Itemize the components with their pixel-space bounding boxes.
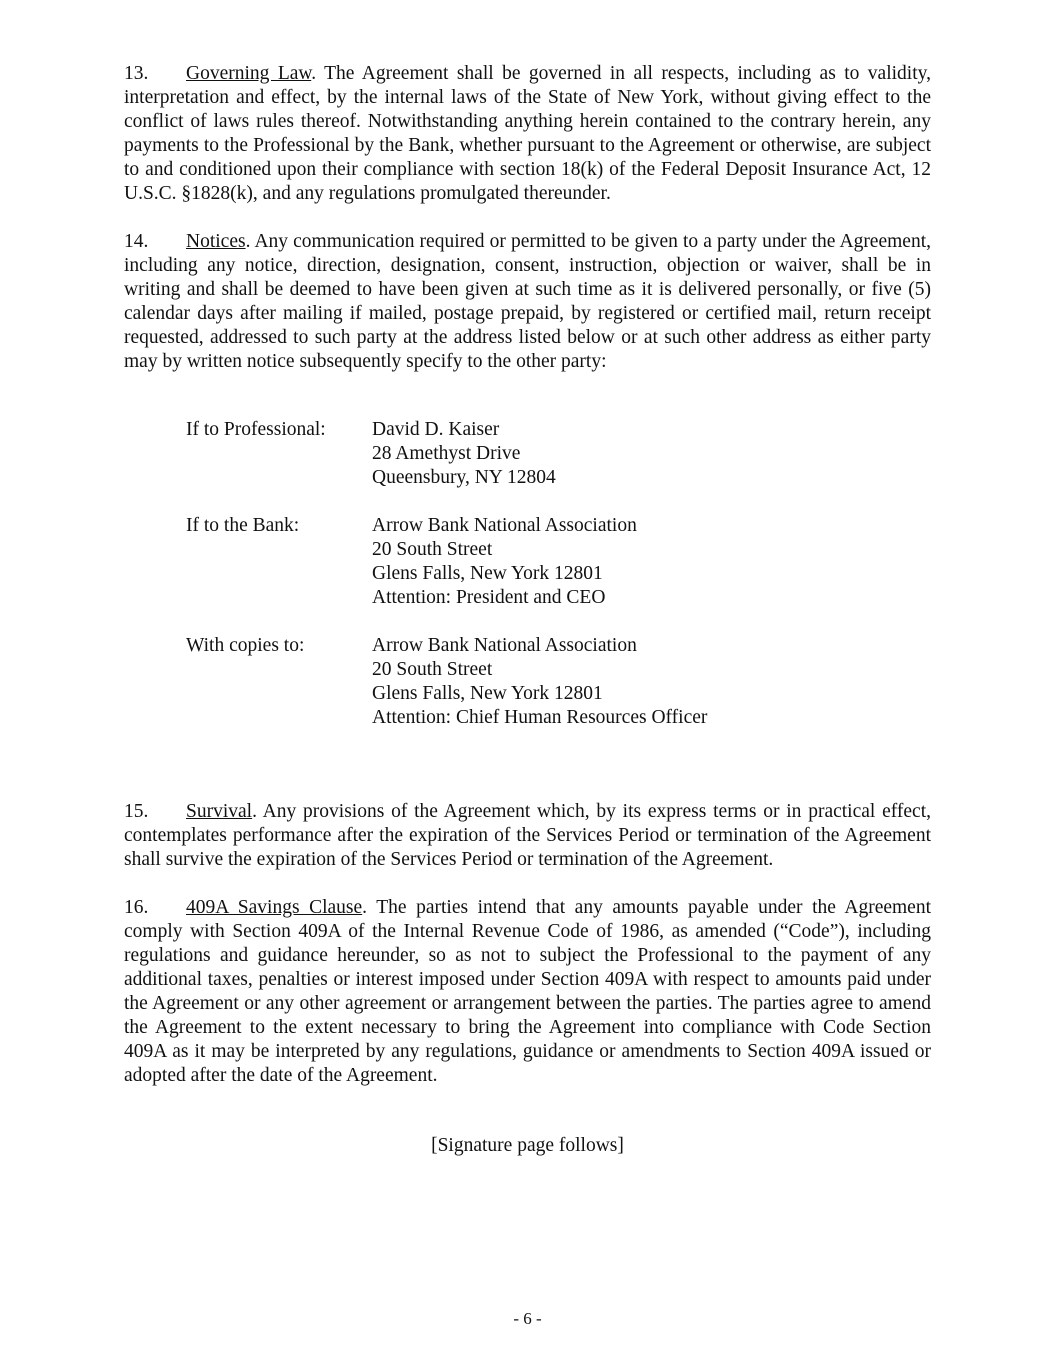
address-lines [372,418,931,490]
document-page [124,62,931,1158]
address-line: Arrow Bank National Association [372,635,637,656]
section-heading: Notices [186,231,246,252]
address-line: Attention: President and CEO [372,587,606,608]
address-line: 28 Amethyst Drive [372,443,521,464]
address-line: Attention: Chief Human Resources Officer [372,707,708,728]
address-line: David D. Kaiser [372,419,500,440]
section-body: . The Agreement shall be governed in all respects, including as to validity, interpretation and effect, by the internal laws of the State of New York, without giving effect to the conflict of laws rules thereof. Notwithstanding anything herein contained to the contrary herein, any payments to the Professional by the Bank, whether pursuant to the Agreement or otherwise, are subject to and conditioned upon their compliance with section 18(k) of the Federal Deposit Insurance Act, 12 U.S.C. §1828(k), and any regulations promulgated thereunder. [124,63,931,204]
section-body: . Any communication required or permitted to be given to a party under the Agreement, including any notice, direction, designation, consent, instruction, objection or waiver, shall be in writing and shall be deemed to have been given at such time as it is delivered personally, or five (5) calendar days after mailing if mailed, postage prepaid, by registered or certified mail, return receipt requested, addressed to such party at the address listed below or at such other address as either party may by written notice subsequently specify to the other party: [124,231,931,372]
address-lines [372,634,931,730]
address-line: Glens Falls, New York 12801 [372,563,603,584]
address-label: With copies to: [186,635,305,656]
section-14 [124,230,931,374]
address-line: Glens Falls, New York 12801 [372,683,603,704]
section-heading: 409A Savings Clause [186,897,363,918]
address-bank [186,514,931,610]
address-line: Arrow Bank National Association [372,515,637,536]
section-13 [124,62,931,206]
section-number: 16. [124,897,149,918]
signature-page-note: [Signature page follows] [431,1135,624,1156]
section-heading: Survival [186,801,253,822]
section-number: 14. [124,231,149,252]
section-15 [124,800,931,872]
address-label: If to the Bank: [186,515,300,536]
section-number: 13. [124,63,149,84]
address-line: Queensbury, NY 12804 [372,467,556,488]
section-16 [124,896,931,1088]
notice-addresses [186,418,931,730]
address-line: 20 South Street [372,659,493,680]
section-body: . Any provisions of the Agreement which, by its express terms or in practical effect, contemplates performance after the expiration of the Services Period or termination of the Agreement shall survive the expiration of the Services Period or termination of the Agreement. [124,801,931,870]
page-number: - 6 - [513,1309,542,1328]
address-copies [186,634,931,730]
section-number: 15. [124,801,149,822]
section-body: . The parties intend that any amounts payable under the Agreement comply with Section 409A of the Internal Revenue Code of 1986, as amended (“Code”), including regulations and guidance hereunder, so as not to subject the Professional to the payment of any additional taxes, penalties or interest imposed under Section 409A with respect to amounts paid under the Agreement or any other agreement or arrangement between the parties. The parties agree to amend the Agreement to the extent necessary to bring the Agreement into compliance with Code Section 409A as it may be interpreted by any regulations, guidance or amendments to Section 409A issued or adopted after the date of the Agreement. [124,897,931,1086]
section-heading: Governing Law [186,63,312,84]
address-lines [372,514,931,610]
address-label: If to Professional: [186,419,326,440]
address-professional [186,418,931,490]
address-line: 20 South Street [372,539,493,560]
